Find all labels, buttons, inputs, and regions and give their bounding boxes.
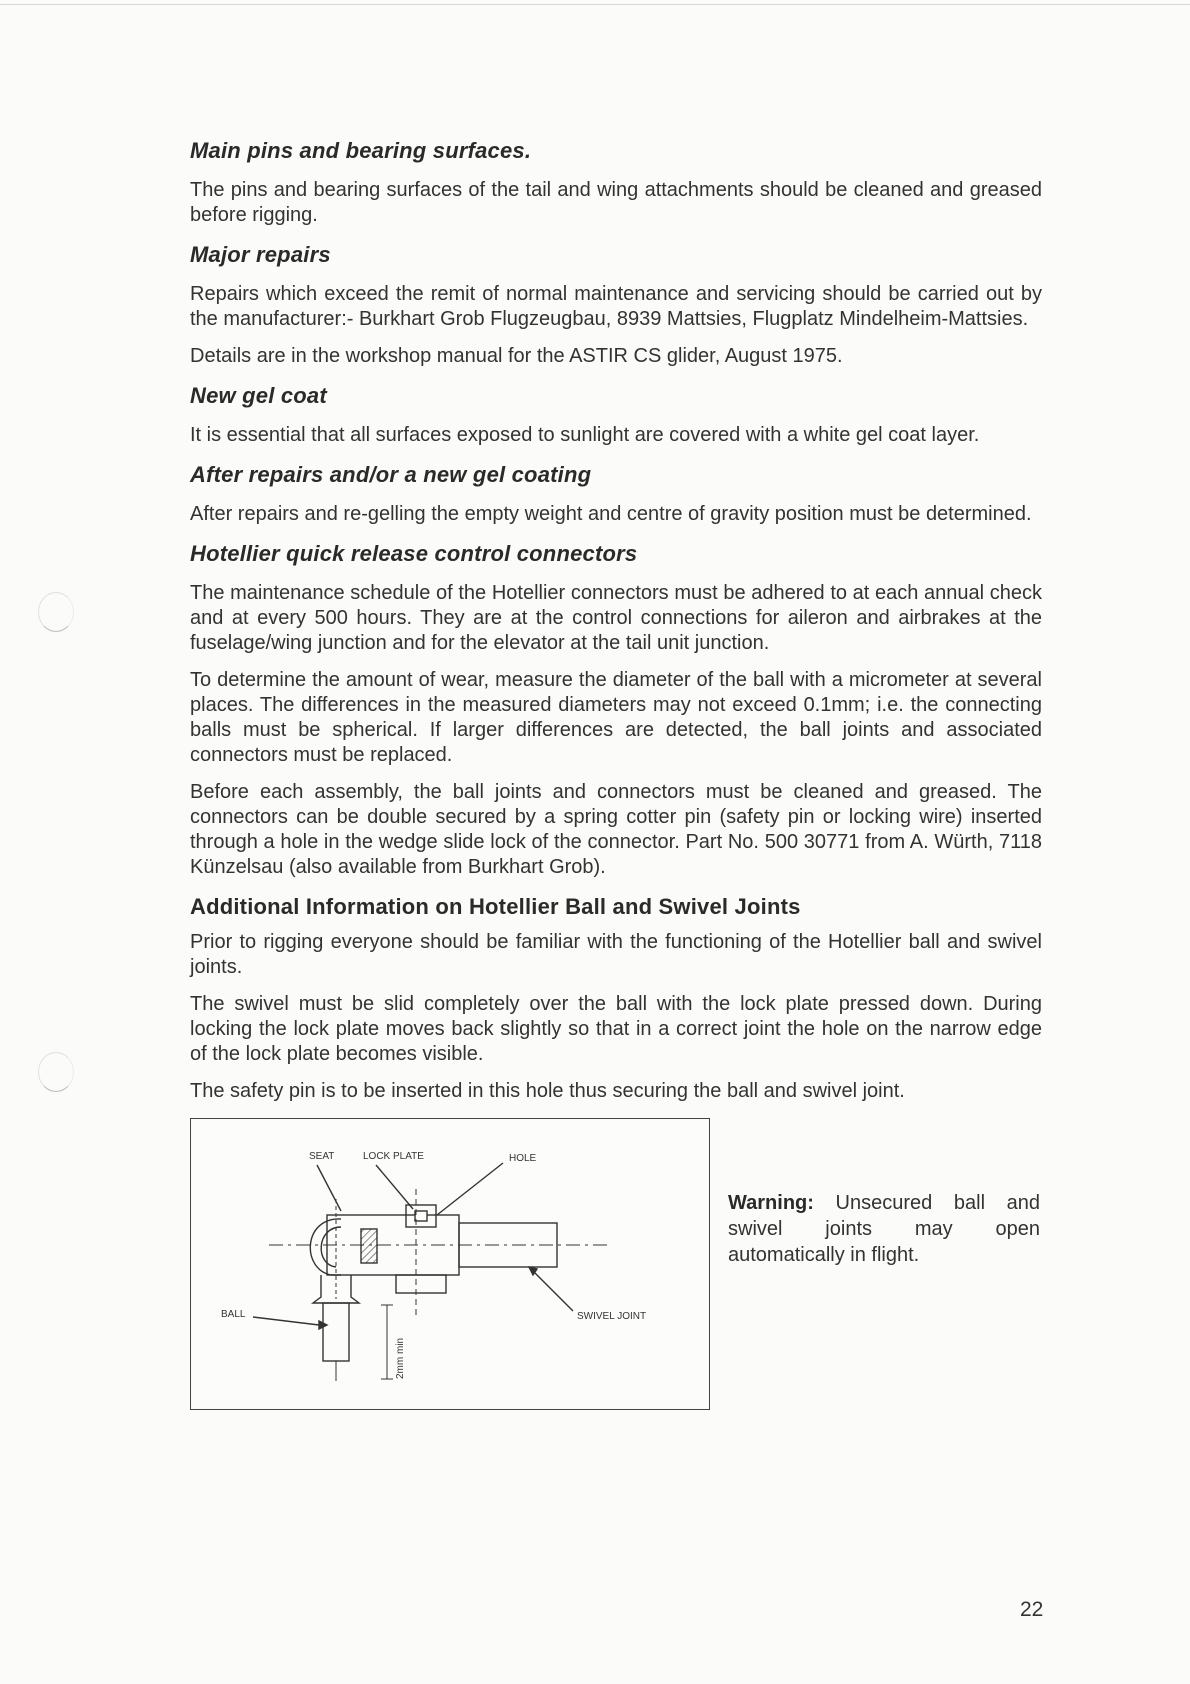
binder-hole-mark (38, 592, 74, 632)
section-heading: Additional Information on Hotellier Ball and Swivel Joints (190, 894, 801, 919)
section-heading: Main pins and bearing surfaces. (190, 138, 532, 163)
section-heading: New gel coat (190, 383, 327, 408)
paragraph: After repairs and re-gelling the empty weight and centre of gravity position must be determined. (190, 503, 1032, 525)
paragraph: Repairs which exceed the remit of normal maintenance and servicing should be carried out by the manufacturer:- Burkhart Grob Flugzeugbau, 8939 Mattsies, Flugplatz Mindelheim-Mattsies. (190, 283, 1042, 330)
section-main-pins (190, 138, 1042, 228)
warning-text: Unsecured ball and swivel joints may open automatically in flight. (728, 1192, 1040, 1266)
paragraph: It is essential that all surfaces exposed to sunlight are covered with a white gel coat layer. (190, 424, 980, 446)
top-rule (0, 4, 1190, 5)
paragraph: The swivel must be slid completely over the ball with the lock plate pressed down. During locking the lock plate moves back slightly so that in a correct joint the hole on the narrow edge of the lock plate becomes visible. (190, 993, 1042, 1065)
section-new-gel-coat (190, 383, 1042, 448)
page-number: 22 (1020, 1598, 1044, 1621)
label-ball: BALL (221, 1309, 246, 1320)
section-after-repairs (190, 462, 1042, 527)
label-dimension: 2mm min (395, 1337, 406, 1379)
binder-hole-mark (38, 1052, 74, 1092)
section-additional-info (190, 894, 1042, 1104)
label-swivel-joint: SWIVEL JOINT (577, 1311, 647, 1322)
label-lock-plate: LOCK PLATE (363, 1151, 424, 1162)
section-heading: Hotellier quick release control connectors (190, 541, 638, 566)
paragraph: The pins and bearing surfaces of the tail and wing attachments should be cleaned and greased before rigging. (190, 179, 1042, 226)
warning-note (728, 1190, 1040, 1268)
label-hole: HOLE (509, 1153, 537, 1164)
document-page (190, 138, 1042, 1410)
figure-row (190, 1118, 1042, 1410)
paragraph: Before each assembly, the ball joints and connectors must be cleaned and greased. The connectors can be double secured by a spring cotter pin (safety pin or locking wire) inserted through a hole in the wedge slide lock of the connector. Part No. 500 30771 from A. Würth, 7118 Künzelsau (also available from Burkhart Grob). (190, 781, 1042, 878)
paragraph: To determine the amount of wear, measure the diameter of the ball with a micrometer at several places. The differences in the measured diameters may not exceed 0.1mm; i.e. the connecting balls must be spherical. If larger differences are detected, the ball joints and associated connectors must be replaced. (190, 669, 1042, 766)
paragraph: The maintenance schedule of the Hotellier connectors must be adhered to at each annual check and at every 500 hours. They are at the control connections for aileron and airbrakes at the fuselage/wing junction and for the elevator at the tail unit junction. (190, 582, 1042, 654)
paragraph: Prior to rigging everyone should be familiar with the functioning of the Hotellier ball and swivel joints. (190, 931, 1042, 978)
paragraph: Details are in the workshop manual for the ASTIR CS glider, August 1975. (190, 345, 843, 367)
section-heading: Major repairs (190, 242, 331, 267)
paragraph: The safety pin is to be inserted in this hole thus securing the ball and swivel joint. (190, 1080, 905, 1102)
ball-swivel-joint-diagram (190, 1118, 710, 1410)
warning-label: Warning: (728, 1192, 814, 1214)
section-hotellier-connectors (190, 541, 1042, 880)
diagram-drawing (191, 1119, 709, 1409)
section-heading: After repairs and/or a new gel coating (190, 462, 592, 487)
section-major-repairs (190, 242, 1042, 369)
label-seat: SEAT (309, 1151, 335, 1162)
